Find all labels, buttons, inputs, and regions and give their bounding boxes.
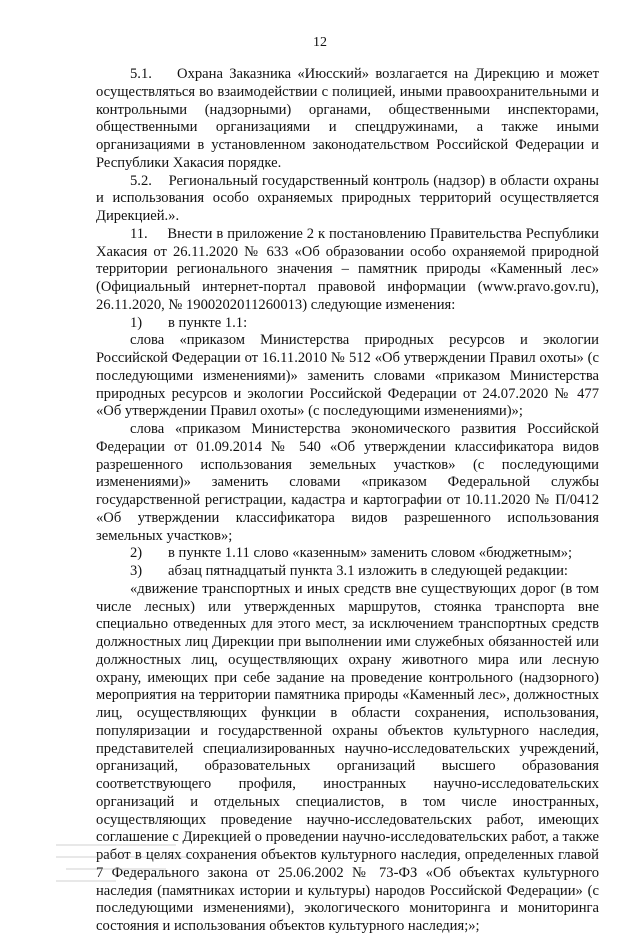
list-item-text: в пункте 1.11 слово «казенным» заменить словом «бюджетным»; [168,545,573,562]
paragraph-transport-restriction: «движение транспортных и иных средств вне существующих дорог (в том числе лесных) или утвержденных маршрутов, стоянка транспорта вне специально отведенных для этого мест, за исключением транспортных средств должностных лиц Дирекции при выполнении ими служебных обязанностей или должностных лиц, осуществляющих охрану животного мира или лесную охрану, имеющих при себе задание на проведение контрольного (надзорного) мероприятия на территории памятника природы «Каменный лес», должностных лиц, осуществляющих функции в области сохранения, использования, популяризации и государственной охраны объектов культурного наследия, представителей специализированных научно-исследовательских учреждений, организаций, образовательных организаций высшего образования соответствующего профиля, иностранных научно-исследовательских организаций и отдельных специалистов, в том числе иностранных, осуществляющих проведение научно-исследовательских работ, имеющих соглашение с Дирекцией о проведении научно-исследовательских работ, а также работ в целях сохранения объектов культурного наследия, определенных главой 7 Федерального закона от 25.06.2002 № 73-ФЗ «Об объектах культурного наследия (памятниках истории и культуры) народов Российской Федерации» (с последующими изменениями), экологического мониторинга и мониторинга состояния и использования объектов культурного наследия;»; [96,580,599,934]
paragraph-land-classifier: слова «приказом Министерства экономического развития Российской Федерации от 01.09.2014 № 540 «Об утверждении классификатора видов разрешенного использования земельных участков» (с последующими изменениями)» заменить словами «приказом Федеральной службы государственной регистрации, кадастра и картографии от 10.11.2020 № П/0412 «Об утверждении классификатора видов разрешенного использования земельных участков»; [96,421,599,544]
list-item-number: 3) [130,563,143,579]
paragraph-5-2: 5.2. Региональный государственный контроль (надзор) в области охраны и использования особо охраняемых природных территорий осуществляется Дирекцией.». [96,172,599,224]
list-item-number: 2) [130,545,143,562]
page-number: 12 [313,35,327,50]
list-item-text: абзац пятнадцатый пункта 3.1 изложить в следующей редакции: [168,563,568,579]
faded-stamp-mark [56,838,190,884]
list-item-text: в пункте 1.1: [168,314,248,331]
paragraph-hunting-rules: слова «приказом Министерства природных ресурсов и экологии Российской Федерации от 16.11.2010 № 512 «Об утверждении Правил охоты» (с последующими изменениями)» заменить словами «приказом Министерства природных ресурсов и экологии Российской Федерации от 24.07.2020 № 477 «Об утверждении Правил охоты» (с последующими изменениями)»; [96,332,599,420]
list-item-1 [96,315,599,333]
document-body [96,66,599,936]
list-item-number: 1) [130,314,143,331]
list-item-2 [96,545,599,563]
list-item-3 [96,563,599,581]
paragraph-11: 11. Внести в приложение 2 к постановлению Правительства Республики Хакасия от 26.11.2020 № 633 «Об образовании особо охраняемой природной территории регионального значения – памятник природы «Каменный лес» (Официальный интернет-портал правовой информации (www.pravo.gov.ru), 26.11.2020, № 1900202011260013) следующие изменения: [96,225,599,313]
paragraph-5-1: 5.1. Охрана Заказника «Июсский» возлагается на Дирекцию и может осуществляться во взаимодействии с полицией, иными правоохранительными и контрольными (надзорными) органами, общественными инспекторами, общественными организациями и спецдружинами, а также иными организациями в установленном законодательством Российской Федерации и Республики Хакасия порядке. [96,66,599,171]
